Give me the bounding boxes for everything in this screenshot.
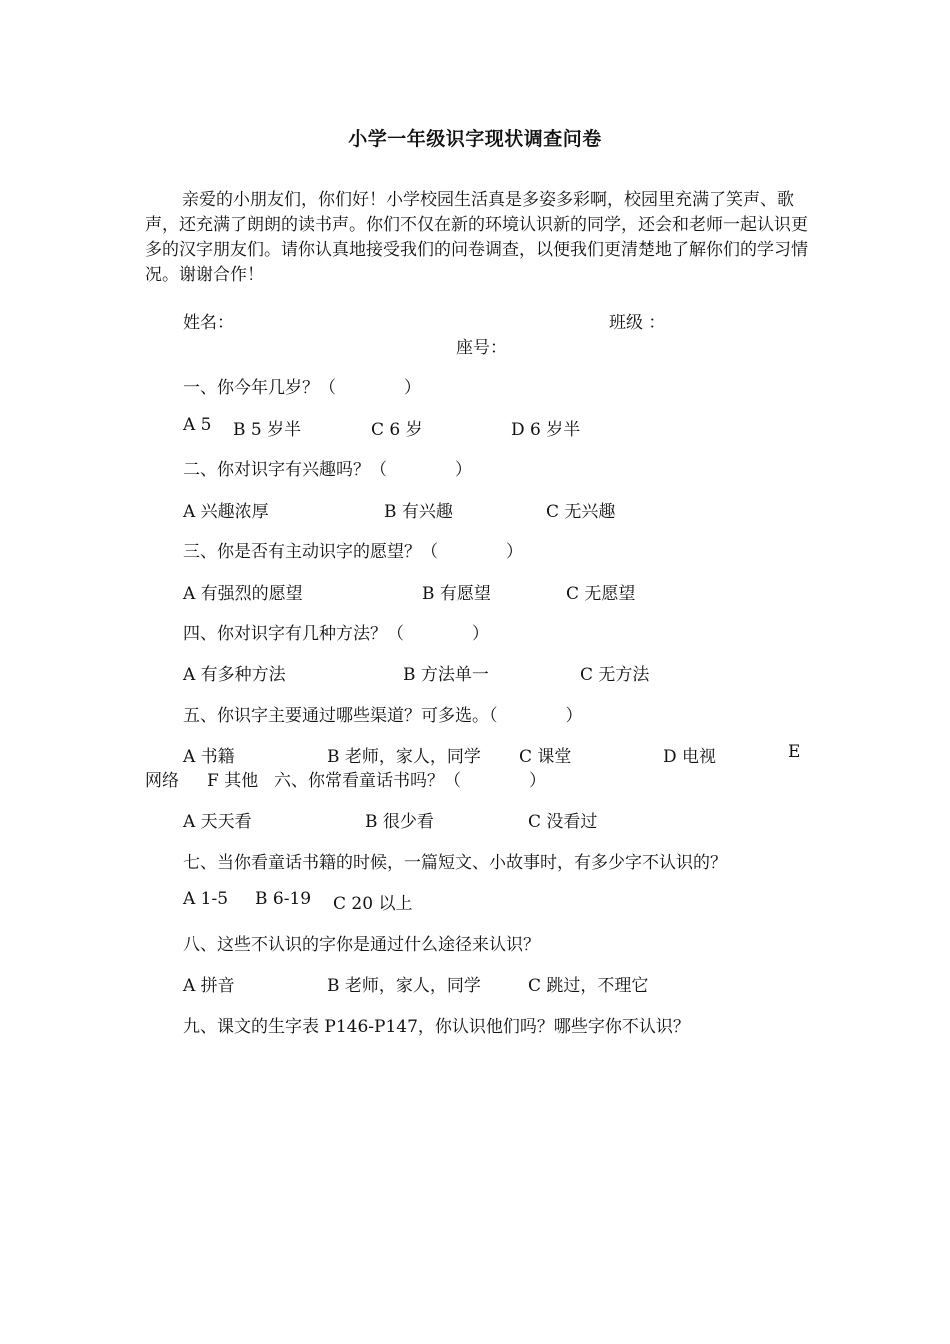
q6-option-b[interactable]: B 很少看 bbox=[365, 812, 434, 832]
q8-option-c[interactable]: C 跳过，不理它 bbox=[528, 976, 649, 996]
q5-option-e-text[interactable]: 网络 bbox=[145, 771, 179, 791]
q2-option-b[interactable]: B 有兴趣 bbox=[384, 502, 453, 522]
question-3-close: ） bbox=[506, 542, 523, 562]
q1-option-c[interactable]: C 6 岁 bbox=[371, 420, 423, 440]
q1-option-d[interactable]: D 6 岁半 bbox=[511, 420, 581, 440]
q8-option-b[interactable]: B 老师，家人，同学 bbox=[327, 976, 481, 996]
q5-option-c[interactable]: C 课堂 bbox=[519, 747, 572, 767]
question-9-text: 九、课文的生字表 P146-P147，你认识他们吗？哪些字你不认识？ bbox=[183, 1017, 690, 1037]
q5-option-b[interactable]: B 老师，家人，同学 bbox=[327, 747, 481, 767]
q5-option-d[interactable]: D 电视 bbox=[663, 747, 717, 767]
name-label: 姓名： bbox=[183, 313, 234, 333]
seat-label: 座号： bbox=[456, 338, 507, 358]
q5-option-f[interactable]: F 其他 bbox=[207, 771, 259, 791]
question-2-text: 二、你对识字有兴趣吗？（ bbox=[183, 460, 387, 480]
question-4-text: 四、你对识字有几种方法？（ bbox=[183, 624, 404, 644]
q4-option-a[interactable]: A 有多种方法 bbox=[183, 665, 286, 685]
q5-option-a[interactable]: A 书籍 bbox=[183, 747, 235, 767]
question-5-text: 五、你识字主要通过哪些渠道？可多选。（ bbox=[183, 706, 498, 726]
q1-option-b[interactable]: B 5 岁半 bbox=[233, 420, 302, 440]
q2-option-c[interactable]: C 无兴趣 bbox=[546, 502, 616, 522]
q7-option-c[interactable]: C 20 以上 bbox=[333, 894, 413, 914]
question-5-close: ） bbox=[565, 706, 583, 726]
q2-option-a[interactable]: A 兴趣浓厚 bbox=[183, 502, 269, 522]
question-1-text: 一、你今年几岁？（ bbox=[183, 378, 336, 398]
q3-option-b[interactable]: B 有愿望 bbox=[422, 584, 491, 604]
class-label: 班级 ： bbox=[609, 313, 666, 333]
q5-option-e-letter[interactable]: E bbox=[788, 742, 801, 762]
page-title: 小学一年级识字现状调查问卷 bbox=[348, 128, 602, 150]
intro-paragraph: 亲爱的小朋友们，你们好！小学校园生活真是多姿多彩啊，校园里充满了笑声、歌声，还充满了朗朗的读书声。你们不仅在新的环境认识新的同学，还会和老师一起认识更多的汉字朋友们。请你认真地接受我们的问卷调查，以便我们更清楚地了解你们的学习情况。谢谢合作！ bbox=[145, 190, 808, 285]
question-6-close: ） bbox=[529, 771, 546, 791]
q7-option-a[interactable]: A 1-5 bbox=[183, 889, 229, 909]
question-8-text: 八、这些不认识的字你是通过什么途径来认识？ bbox=[183, 935, 540, 955]
q3-option-c[interactable]: C 无愿望 bbox=[566, 584, 636, 604]
q8-option-a[interactable]: A 拼音 bbox=[183, 976, 235, 996]
question-6-text: 六、你常看童话书吗？（ bbox=[274, 771, 461, 791]
q4-option-c[interactable]: C 无方法 bbox=[580, 665, 650, 685]
q6-option-a[interactable]: A 天天看 bbox=[183, 812, 252, 832]
q7-option-b[interactable]: B 6-19 bbox=[255, 889, 312, 909]
question-3-text: 三、你是否有主动识字的愿望？（ bbox=[183, 542, 438, 562]
question-1 bbox=[183, 373, 421, 398]
question-2-close: ） bbox=[455, 460, 472, 480]
q4-option-b[interactable]: B 方法单一 bbox=[403, 665, 489, 685]
question-1-close: ） bbox=[404, 378, 421, 398]
question-2 bbox=[183, 455, 472, 480]
question-7-text: 七、当你看童话书籍的时候，一篇短文、小故事时，有多少字不认识的？ bbox=[183, 853, 727, 873]
q3-option-a[interactable]: A 有强烈的愿望 bbox=[183, 584, 303, 604]
question-4-close: ） bbox=[472, 624, 489, 644]
question-5 bbox=[183, 701, 583, 726]
q6-option-c[interactable]: C 没看过 bbox=[528, 812, 598, 832]
question-3 bbox=[183, 537, 523, 562]
q1-option-a[interactable]: A 5 bbox=[183, 415, 212, 435]
question-6 bbox=[274, 766, 546, 791]
question-4 bbox=[183, 619, 489, 644]
